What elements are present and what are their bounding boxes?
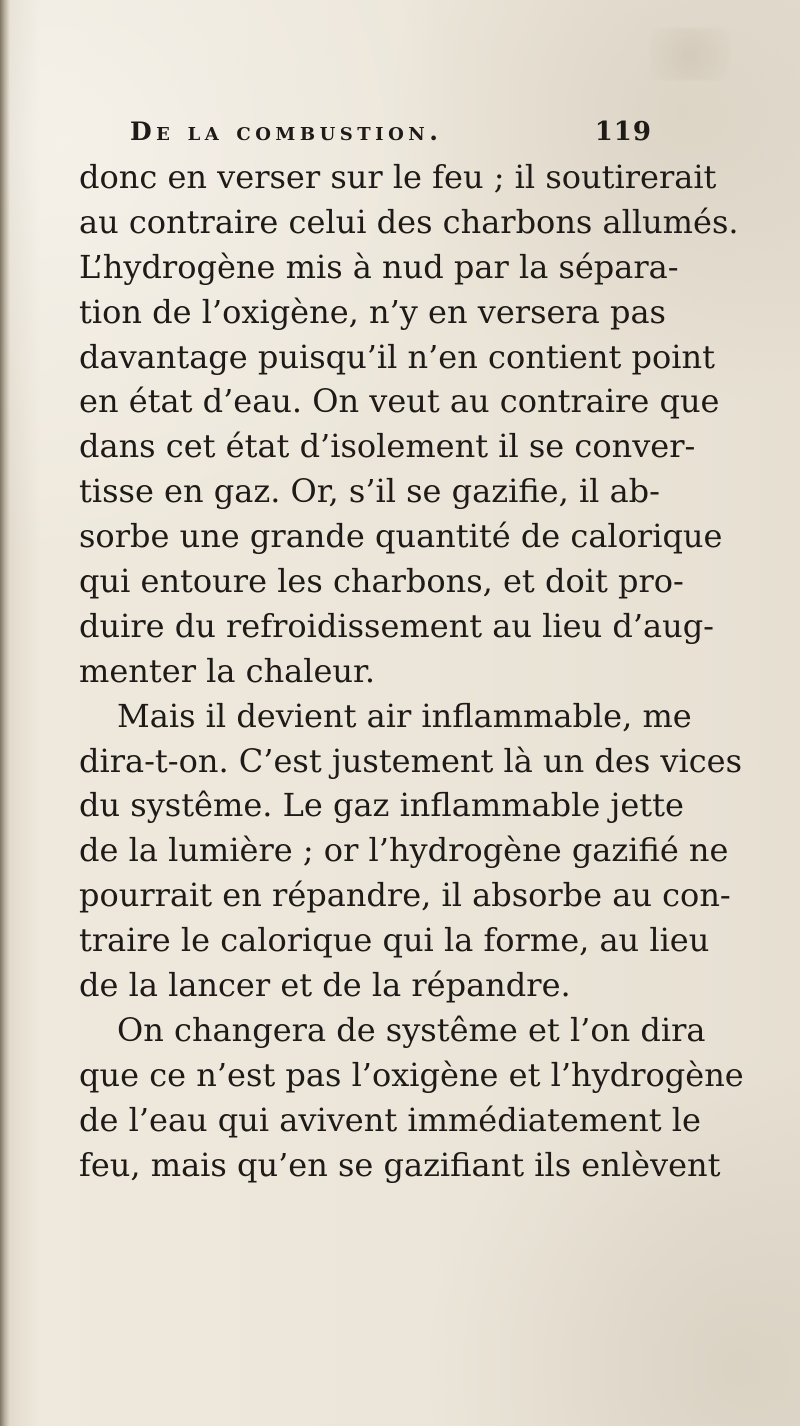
text-line: au contraire celui des charbons allumés. <box>79 202 739 241</box>
page-stain <box>650 28 730 80</box>
running-header <box>130 117 660 147</box>
text-line: pourrait en répandre, il absorbe au con- <box>79 876 731 915</box>
text-line: en état d’eau. On veut au contraire que <box>79 382 720 421</box>
text-line: feu, mais qu’en se gazifiant ils enlèvent <box>79 1145 721 1184</box>
text-line: de la lancer et de la répandre. <box>79 966 571 1005</box>
text-line: tion de l’oxigène, n’y en versera pas <box>79 292 666 331</box>
text-line: On changera de systême et l’on dira <box>117 1010 706 1049</box>
main-text-block <box>79 155 744 1187</box>
text-line: dans cet état d’isolement il se conver- <box>79 427 696 466</box>
text-line: dira-t-on. C’est justement là un des vices <box>79 741 742 780</box>
text-line: davantage puisqu’il n’en contient point <box>79 337 715 376</box>
text-line: sorbe une grande quantité de calorique <box>79 517 723 556</box>
text-line: tisse en gaz. Or, s’il se gazifie, il ab- <box>79 472 660 511</box>
page-number: 119 <box>594 117 652 147</box>
text-line: donc en verser sur le feu ; il soutirerait <box>79 158 717 196</box>
text-line: de la lumière ; or l’hydrogène gazifié ne <box>79 831 729 870</box>
text-line: L’hydrogène mis à nud par la sépara- <box>79 247 679 286</box>
running-title: De la combustion. <box>130 117 443 146</box>
text-line: de l’eau qui avivent immédiatement le <box>79 1100 701 1139</box>
text-line: du systême. Le gaz inflammable jette <box>79 786 684 825</box>
text-line: que ce n’est pas l’oxigène et l’hydrogène <box>79 1055 744 1094</box>
text-line: qui entoure les charbons, et doit pro- <box>79 562 684 601</box>
text-line: menter la chaleur. <box>79 651 375 690</box>
text-line: Mais il devient air inflammable, me <box>117 696 692 735</box>
text-line: duire du refroidissement au lieu d’aug- <box>79 606 714 645</box>
text-line: traire le calorique qui la forme, au lieu <box>79 921 710 960</box>
